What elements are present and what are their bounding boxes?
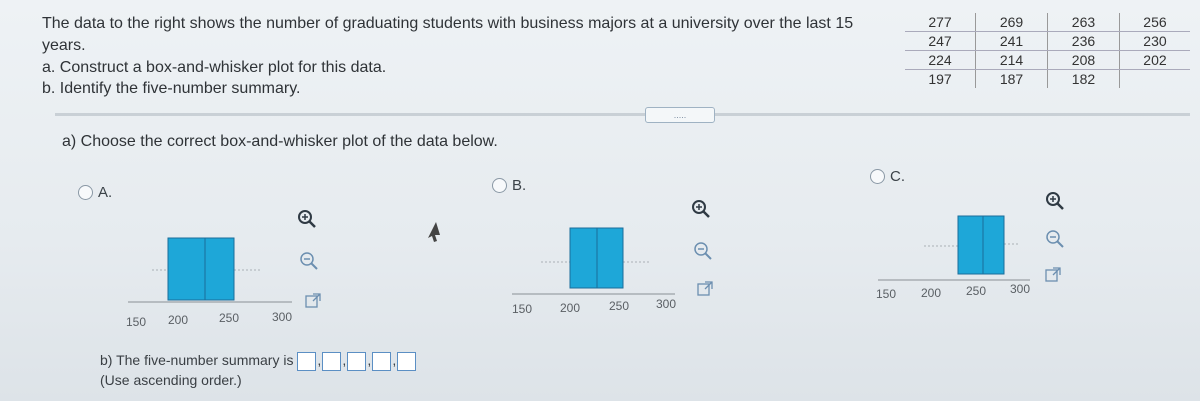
plot-b-tick-250: 250	[609, 299, 630, 313]
option-a-label: A.	[98, 184, 113, 201]
plot-a-tick-150: 150	[126, 315, 147, 329]
plot-c-tick-250: 250	[966, 284, 987, 298]
plot-c	[876, 216, 1030, 301]
data-table-cell: 208	[1047, 51, 1119, 70]
option-b-label: B.	[512, 177, 527, 194]
mouse-cursor-icon	[428, 222, 440, 242]
zoom-in-icon[interactable]	[1044, 190, 1066, 212]
task-a: a. Construct a box-and-whisker plot for this data.	[42, 59, 387, 76]
data-table-cell: 230	[1119, 32, 1190, 51]
task-b: b. Identify the five-number summary.	[42, 80, 301, 97]
plot-a	[126, 238, 292, 329]
plot-c-tick-150: 150	[876, 287, 897, 301]
data-table-cell: 247	[905, 32, 976, 51]
data-table-cell: 277	[905, 13, 976, 32]
data-table-cell: 187	[976, 70, 1048, 89]
plot-b	[512, 228, 676, 316]
zoom-in-icon[interactable]	[690, 198, 712, 220]
expand-icon[interactable]	[696, 280, 714, 298]
answer-min-input[interactable]	[297, 352, 316, 371]
plot-b-tick-300: 300	[656, 297, 677, 311]
answer-q3-input[interactable]	[372, 352, 391, 371]
question-line-1: The data to the right shows the number of graduating students with business majors at a university over the last 15	[42, 15, 854, 32]
data-table-cell: 236	[1047, 32, 1119, 51]
zoom-out-icon[interactable]	[298, 250, 320, 272]
part-b-note: (Use ascending order.)	[100, 371, 242, 388]
zoom-out-icon[interactable]	[1044, 228, 1066, 250]
more-button[interactable]: .....	[645, 107, 715, 123]
answer-q1-input[interactable]	[322, 352, 341, 371]
zoom-in-icon[interactable]	[296, 208, 318, 230]
plot-b-tick-200: 200	[560, 301, 581, 315]
data-table-cell: 214	[976, 51, 1048, 70]
part-b-prompt: b) The five-number summary is	[100, 352, 294, 368]
data-table-cell: 197	[928, 71, 952, 87]
data-table-cell: 202	[1119, 51, 1190, 70]
part-b: b) The five-number summary is , , , , (Use ascending order.)	[100, 351, 416, 390]
plot-a-tick-300: 300	[272, 310, 293, 324]
question-line-2: years.	[42, 37, 86, 54]
data-table-cell: 256	[1119, 13, 1190, 32]
plot-a-tick-200: 200	[168, 313, 189, 327]
zoom-out-icon[interactable]	[692, 240, 714, 262]
data-table-cell: 224	[905, 51, 976, 70]
plot-a-box	[168, 238, 234, 300]
option-c-label: C.	[890, 168, 905, 185]
data-table-cell: 182	[1047, 70, 1119, 89]
answer-max-input[interactable]	[397, 352, 416, 371]
data-table-cell: 269	[976, 13, 1048, 32]
plot-c-box	[958, 216, 1004, 274]
data-table-cell: 241	[976, 32, 1048, 51]
expand-icon[interactable]	[1044, 266, 1062, 284]
answer-median-input[interactable]	[347, 352, 366, 371]
plot-a-tick-250: 250	[219, 311, 240, 325]
data-table-cell: 263	[1047, 13, 1119, 32]
part-a-prompt: a) Choose the correct box-and-whisker plot of the data below.	[62, 133, 498, 150]
plot-c-tick-300: 300	[1010, 282, 1031, 296]
plot-c-tick-200: 200	[921, 286, 942, 300]
plot-b-tick-150: 150	[512, 302, 533, 316]
expand-icon[interactable]	[304, 292, 322, 310]
